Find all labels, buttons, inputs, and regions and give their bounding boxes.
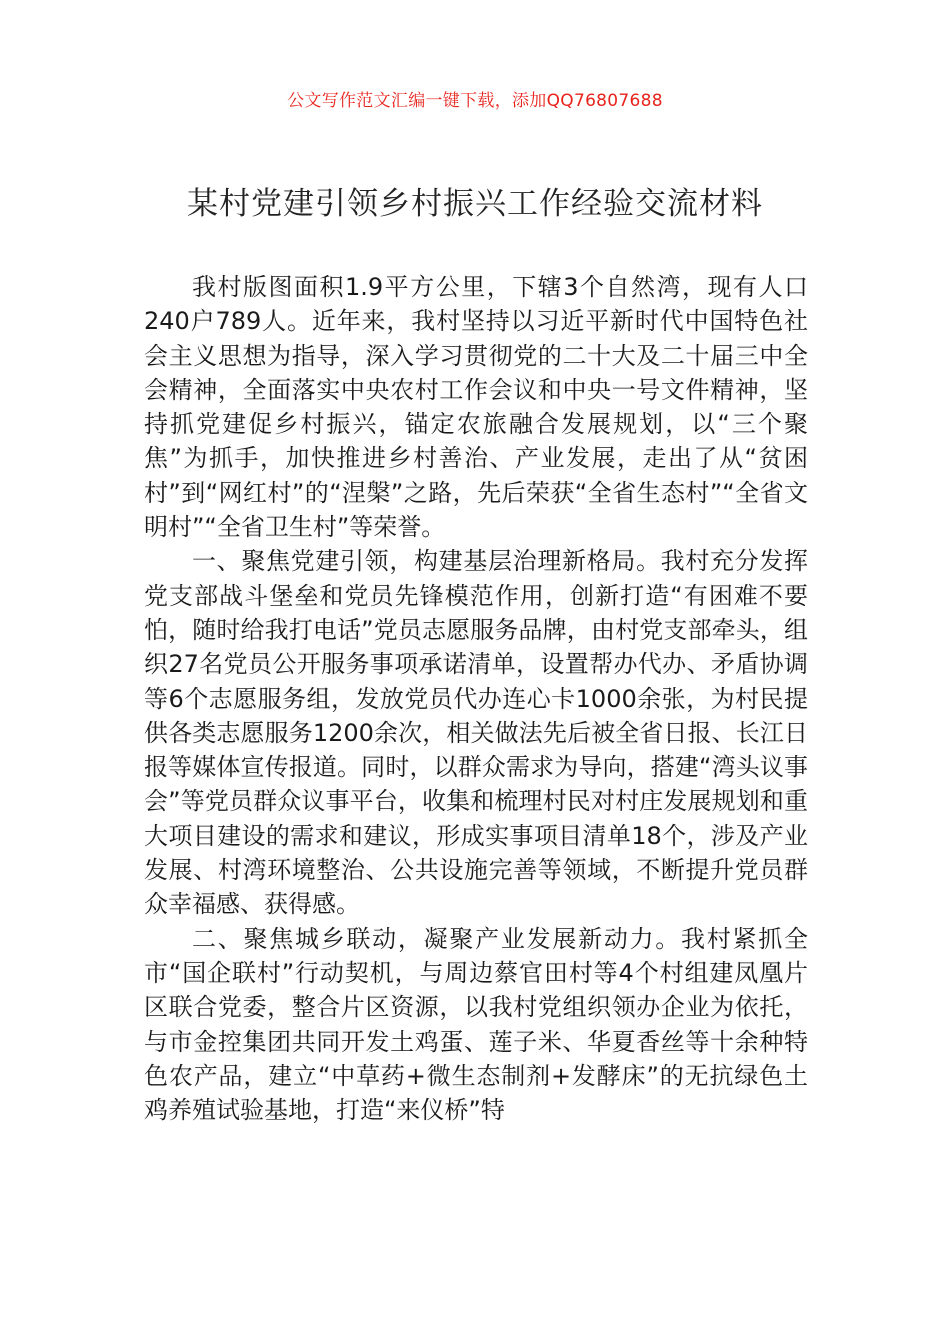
paragraph-section-one: 一、聚焦党建引领，构建基层治理新格局。我村充分发挥党支部战斗堡垒和党员先锋模范作用，创新打造“有困难不要怕，随时给我打电话”党员志愿服务品牌，由村党支部牵头，组织27名党员公开服务事项承诺清单，设置帮办代办、矛盾协调等6个志愿服务组，发放党员代办连心卡1000余张，为村民提供各类志愿服务1200余次，相关做法先后被全省日报、长江日报等媒体宣传报道。同时，以群众需求为导向，搭建“湾头议事会”等党员群众议事平台，收集和梳理村民对村庄发展规划和重大项目建设的需求和建议，形成实事项目清单18个，涉及产业发展、村湾环境整治、公共设施完善等领域，不断提升党员群众幸福感、获得感。 [144, 547, 808, 919]
paragraph-section-two: 二、聚焦城乡联动，凝聚产业发展新动力。我村紧抓全市“国企联村”行动契机，与周边蔡官田村等4个村组建凤凰片区联合党委，整合片区资源，以我村党组织领办企业为依托，与市金控集团共同开发土鸡蛋、莲子米、华夏香丝等十余种特色农产品，建立“中草药+微生态制剂+发酵床”的无抗绿色土鸡养殖试验基地，打造“来仪桥”特 [144, 924, 808, 1125]
document-body [144, 270, 808, 1127]
document-title: 某村党建引领乡村振兴工作经验交流材料 [187, 186, 763, 222]
download-banner-text: 公文写作范文汇编一键下载，添加QQ76807688 [287, 91, 663, 111]
paragraph-intro: 我村版图面积1.9平方公里，下辖3个自然湾，现有人口240户789人。近年来，我村坚持以习近平新时代中国特色社会主义思想为指导，深入学习贯彻党的二十大及二十届三中全会精神，全面落实中央农村工作会议和中央一号文件精神，坚持抓党建促乡村振兴，锚定农旅融合发展规划，以“三个聚焦”为抓手，加快推进乡村善治、产业发展，走出了从“贫困村”到“网红村”的“涅槃”之路，先后荣获“全省生态村”“全省文明村”“全省卫生村”等荣誉。 [144, 273, 808, 542]
